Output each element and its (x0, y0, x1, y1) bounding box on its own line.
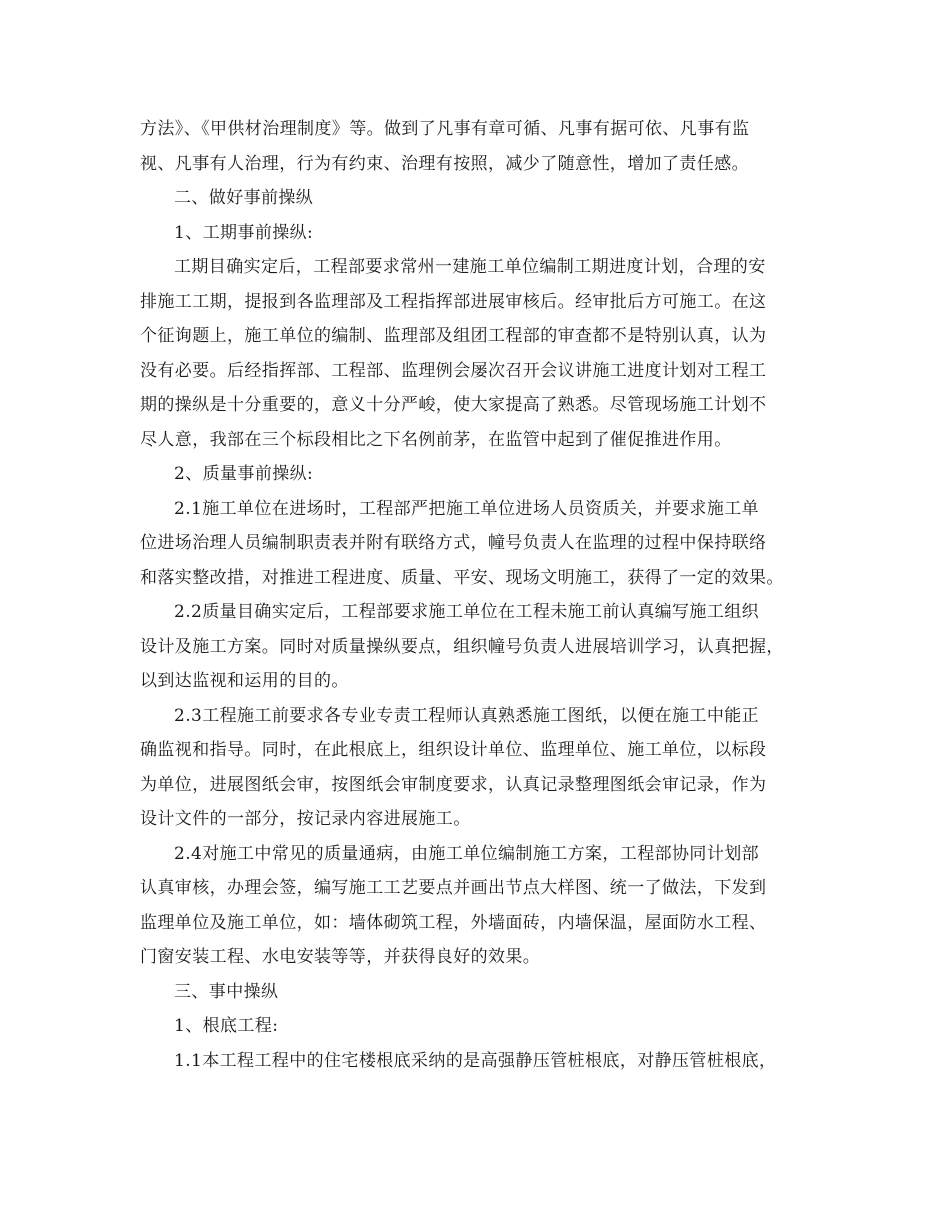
text-line: 设计文件的一部分，按记录内容进展施工。 (140, 809, 471, 829)
text-line: 期的操纵是十分重要的，意义十分严峻，使大家提高了熟悉。尽管现场施工计划不 (140, 395, 767, 415)
text-line: 视、凡事有人治理，行为有约束、治理有按照，减少了随意性，增加了责任感。 (140, 153, 749, 174)
text-line: 2.1施工单位在进场时，工程部严把施工单位进场人员资质关，并要求施工单 (174, 498, 760, 519)
text-line: 监理单位及施工单位，如：墙体砌筑工程，外墙面砖，内墙保温，屋面防水工程、 (140, 912, 767, 933)
text-line: 认真审核，办理会签，编写施工工艺要点并画出节点大样图、统一了做法，下发到 (140, 878, 767, 898)
text-line: 1.1本工程工程中的住宅楼根底采纳的是高强静压管桩根底，对静压管桩根底， (174, 1050, 777, 1071)
document-body (140, 112, 824, 1078)
text-line: 位进场治理人员编制职责表并附有联络方式，幢号负责人在监理的过程中保持联络 (140, 533, 767, 553)
text-line: 2、质量事前操纵: (174, 464, 314, 484)
text-line: 尽人意，我部在三个标段相比之下名例前茅，在监管中起到了催促推进作用。 (140, 429, 732, 450)
text-line: 二、做好事前操纵 (174, 188, 314, 208)
text-line: 没有必要。后经指挥部、工程部、监理例会屡次召开会议讲施工进度计划对工程工 (140, 360, 767, 381)
text-line: 以到达监视和运用的目的。 (140, 671, 349, 691)
text-line: 和落实整改措，对推进工程进度、质量、平安、现场文明施工，获得了一定的效果。 (140, 567, 784, 588)
text-line: 三、事中操纵 (174, 981, 279, 1002)
text-line: 确监视和指导。同时，在此根底上，组织设计单位、监理单位、施工单位，以标段 (140, 740, 767, 760)
text-line: 设计及施工方案。同时对质量操纵要点，组织幢号负责人进展培训学习，认真把握， (140, 636, 784, 657)
text-line: 个征询题上，施工单位的编制、监理部及组团工程部的审查都不是特别认真，认为 (140, 326, 767, 346)
text-line: 为单位，进展图纸会审，按图纸会审制度要求，认真记录整理图纸会审记录，作为 (140, 774, 767, 795)
text-line: 门窗安装工程、水电安装等等，并获得良好的效果。 (140, 947, 541, 967)
text-line: 2.2质量目确实定后，工程部要求施工单位在工程未施工前认真编写施工组织 (174, 602, 760, 622)
text-line: 排施工工期，提报到各监理部及工程指挥部进展审核后。经审批后方可施工。在这 (140, 291, 767, 312)
text-line: 1、根底工程: (174, 1016, 279, 1036)
text-line: 1、工期事前操纵: (174, 222, 314, 243)
text-line: 2.4对施工中常见的质量通病，由施工单位编制施工方案，工程部协同计划部 (174, 843, 760, 864)
text-line: 方法》、《甲供材治理制度》等。做到了凡事有章可循、凡事有据可依、凡事有监 (140, 119, 750, 139)
text-line: 工期目确实定后，工程部要求常州一建施工单位编制工期进度计划，合理的安 (174, 257, 766, 277)
text-line: 2.3工程施工前要求各专业专责工程师认真熟悉施工图纸，以便在施工中能正 (174, 705, 760, 726)
